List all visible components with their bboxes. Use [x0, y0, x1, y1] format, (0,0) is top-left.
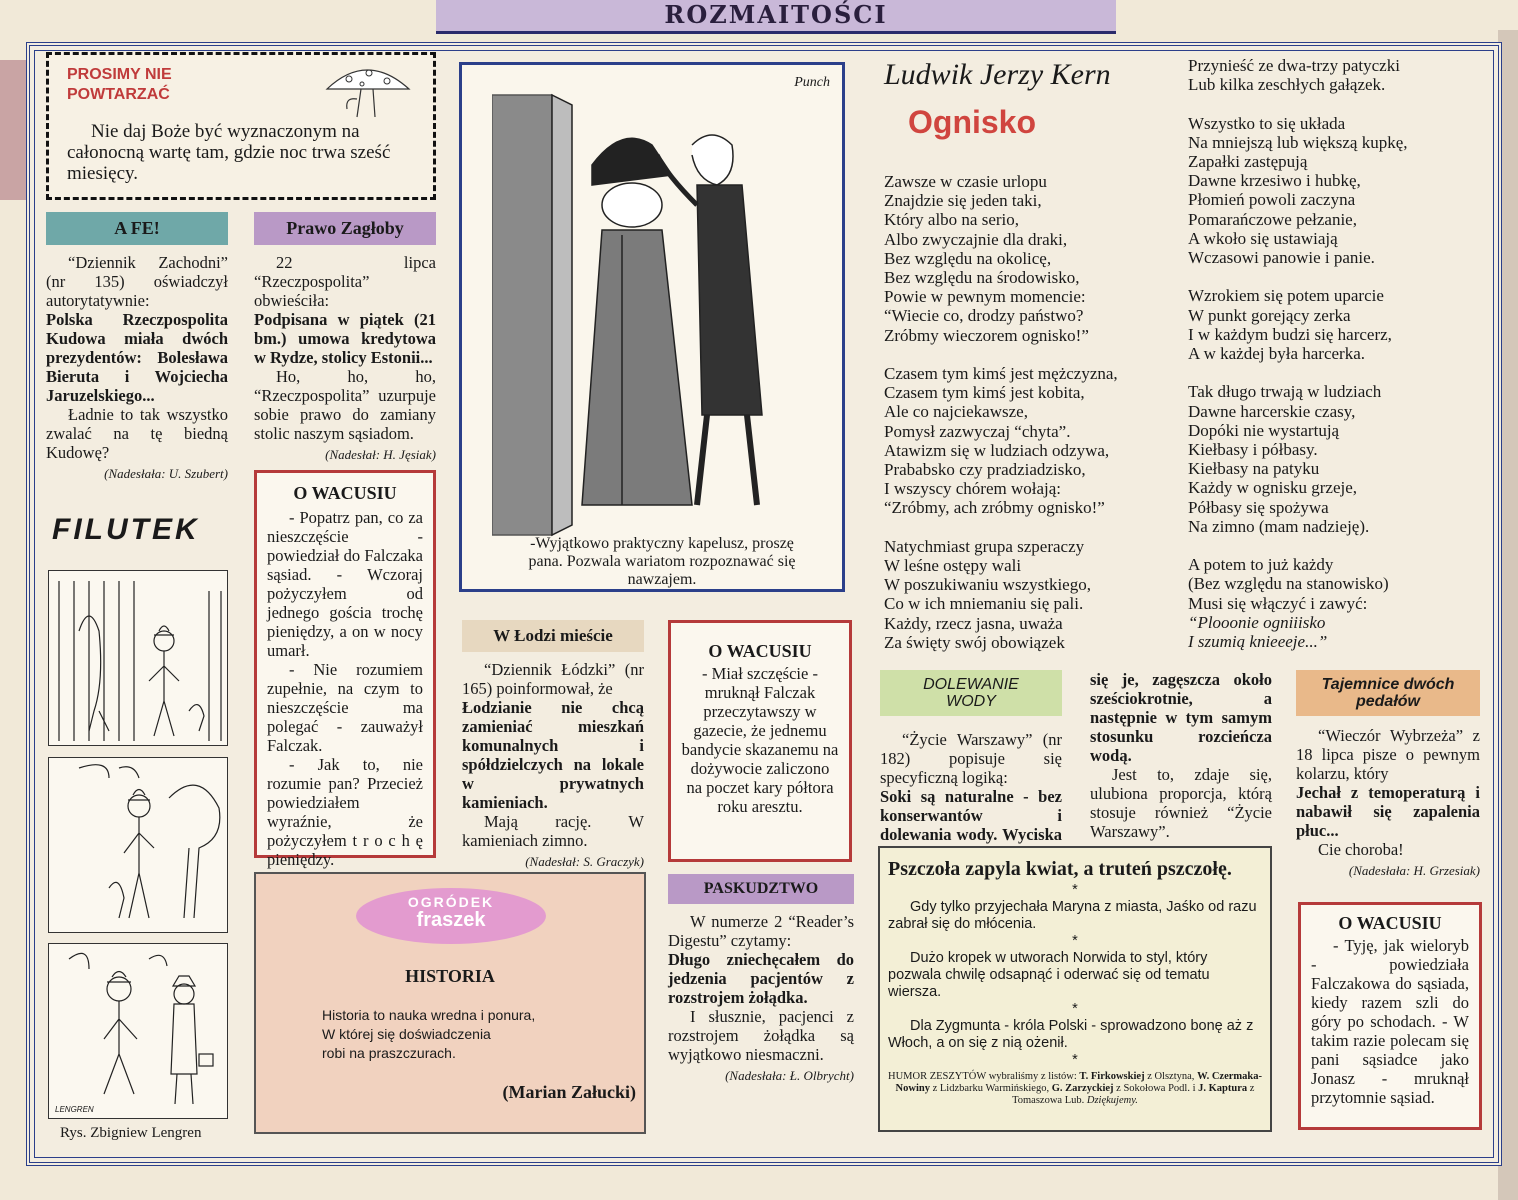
prosimy-box: [46, 52, 436, 200]
dolewanie-article: [880, 670, 1272, 844]
cartoon-panel-3: [48, 943, 228, 1119]
tajemnice-body: “Wieczór Wybrzeża” z 18 lipca pisze o pewnym kolarzu, który Jechał z temoperaturą i nabawił się zapalenia płuc... Cie choroba! (Nadesłała: H. Grzesiak): [1296, 726, 1480, 878]
wacus1-body: - Popatrz pan, co za nieszczęście - powiedział do Falczaka sąsiad. - Wczoraj pożyczyłem od jednego gościa trochę pieniędzy, a on w nocy umarł. - Nie rozumiem zupełnie, na czym to nieszczęście ma polegać - zauważył Falczak. - Jak to, nie rozumie pan? Przecież powiedziałem wyraźnie, że pożyczyłem t r o c h ę pieniędzy.: [267, 508, 423, 869]
dolewanie-header: DOLEWANIE WODY: [880, 670, 1062, 716]
poem-title: Ognisko: [908, 104, 1037, 140]
lodz-header: W Łodzi mieście: [462, 620, 644, 652]
wacus3-header: O WACUSIU: [1338, 913, 1442, 933]
poem-col2: Przynieść ze dwa-trzy patyczki Lub kilka zeschłych gałązek. Wszystko to się układa Na mniejszą lub większą kupkę, Zapałki zastępują Dawne krzesiwo i hubkę, Płomień powoli zaczyna Pomarańczowe pełzanie, A wkoło się ustawiają Wczasowi panowie i panie. Wzrokiem się potem uparcie W punkt gorejący zerka I w każdym budzi się harcerz, A w każdej była harcerka. Tak długo trwają w ludziach Dawne harcerskie czasy, Dopóki nie wystartują Kiełbasy i półbasy. Kiełbasy na patyku Każdy w ognisku grzeje, Półbasy się spożywa Na zimno (mam nadzieję). A potem to już każdy (Bez względu na stanowisko) Musi się włączyć i zawyć: “Plooonie ogniiisko I szumią knieeeje...”: [1188, 56, 1408, 652]
ogrodek-poem: Historia to nauka wredna i ponura, W której się doświadczenia robi na praszczurach.: [322, 1007, 536, 1061]
tajemnice-header: Tajemnice dwóch pedałów: [1296, 670, 1480, 716]
filutek-section: [46, 505, 232, 1145]
ogrodek-box: [254, 872, 646, 1134]
wacus1-header: O WACUSIU: [293, 483, 397, 503]
prawo-header: Prawo Zagłoby: [254, 212, 436, 245]
filutek-logo: FILUTEK: [52, 513, 200, 546]
mushroom-icon: [317, 59, 417, 121]
wacus1-box: [254, 470, 436, 869]
pszczola-footer: HUMOR ZESZYTÓW wybraliśmy z listów: T. Firkowskiej z Olsztyna, W. Czermaka-Nowiny z Lidzbarku Warmińskiego, G. Zarzyckiej z Sokołowa Podl. i J. Kaptura z Tomaszowa Lub. Dziękujemy.: [888, 1071, 1262, 1106]
cartoon-panel-2: [48, 757, 228, 933]
filutek-credit: Rys. Zbigniew Lengren: [60, 1125, 202, 1141]
cartoon-panel-1: [48, 570, 228, 746]
pszczola-box: [878, 846, 1272, 1132]
wacus2-box: [668, 620, 852, 862]
poem-author: Ludwik Jerzy Kern: [884, 58, 1111, 91]
prawo-body: 22 lipca “Rzeczpospolita” obwieściła: Podpisana w piątek (21 bm.) umowa kredytowa w Rydze, stolicy Estonii... Ho, ho, ho, “Rzeczpospolita” uzurpuje sobie prawo do zamiany stolic naszym sąsiadom. (Nadesłał: H. Jęsiak): [254, 253, 436, 462]
wacus2-header: O WACUSIU: [708, 641, 812, 661]
afe-header: A FE!: [46, 212, 228, 245]
ogrodek-author: (Marian Załucki): [502, 1082, 636, 1102]
poem-col1: Zawsze w czasie urlopu Znajdzie się jeden taki, Który albo na serio, Albo zwyczajnie dla draki, Bez względu na okolicę, Bez względu na środowisko, Powie w pewnym momencie: “Wiecie co, drodzy państwo? Zróbmy wieczorem ognisko!” Czasem tym kimś jest mężczyzna, Czasem tym kimś jest kobita, Ale co najciekawsze, Pomysł zazwyczaj “chyta”. Atawizm się w ludziach odzywa, Prababsko czy pradziadzisko, I wszyscy chórem wołają: “Zróbmy, ach zróbmy ognisko!” Natychmiast grupa szperaczy W leśne ostępy wali W poszukiwaniu wszystkiego, Co w ich mniemaniu się pali. Każdy, rzecz jasna, uważa Za święty swój obowiązek: [884, 172, 1118, 652]
wacus2-body: - Miał szczęście - mruknął Falczak przeczytawszy w gazecie, że jednemu bandycie skazanemu na dożywocie zaliczono na poczet kary półtora roku aresztu.: [681, 664, 839, 816]
punch-caption: -Wyjątkowo praktyczny kapelusz, proszę pana. Pozwala wariatom rozpoznawać się nawzajem.: [528, 535, 796, 588]
paskudztwo-header: PASKUDZTWO: [668, 874, 854, 904]
ogrodek-title: HISTORIA: [405, 966, 495, 986]
afe-article: [46, 212, 228, 483]
dolewanie-body: “Życie Warszawy” (nr 182) popisuje się specyficzną logiką: Soki są naturalne - bez konserwantów i dolewania wody. Wyciska się je, zagęszcza około sześciokrotnie, a następnie w tym samym stosunku rozcieńcza wodą. Jest to, zdaje się, ulubiona proporcja, którą stosuje również “Życie Warszawy”.: [880, 670, 1272, 844]
ogrodek-logo: OGRÓDEK fraszek: [356, 888, 546, 944]
pszczola-jokes: * Gdy tylko przyjechała Maryna z miasta, Jaśko od razu zabrał się do młócenia. * Dużo kropek w utworach Norwida to styl, który pozwala chwilę odsapnąć i oderwać się od tematu wiersza. * Dla Zygmunta - króla Polski - sprowadzono bonę aż z Włoch, a on się z nią ożenił. *: [888, 882, 1257, 1068]
punch-cartoon-box: [459, 62, 845, 592]
pszczola-title: Pszczoła zapyla kwiat, a truteń pszczołę.: [888, 858, 1232, 880]
hat-cartoon-icon: [492, 85, 812, 545]
wacus3-body: - Tyję, jak wieloryb - powiedziała Falczakowa do sąsiada, kiedy razem szli do góry po schodach. - W takim razie polecam się pani sąsiadce jako Jonasz - mruknął przytomnie sąsiad.: [1311, 936, 1469, 1107]
cartoon-kangaroo-icon: [49, 571, 227, 745]
lodz-body: “Dziennik Łódzki” (nr 165) poinformował, że Łodzianie nie chcą zamieniać mieszkań komunalnych i spółdzielczych na lokale w prywatnych kamieniach. Mają rację. W kamieniach zimno. (Nadesłał: S. Graczyk): [462, 660, 644, 869]
paskudztwo-body: W numerze 2 “Reader’s Digestu” czytamy: Długo zniechęcałem do jedzenia pacjentów z rozstrojem żołądka. I słusznie, pacjenci z rozstrojem żołądka są wyjątkowo niesmaczni. (Nadesłała: Ł. Olbrycht): [668, 912, 854, 1083]
wacus3-box: [1298, 902, 1482, 1130]
cartoon-men-icon: [49, 944, 227, 1118]
lodz-article: [462, 620, 644, 871]
prosimy-title: PROSIMY NIE POWTARZAĆ: [67, 66, 172, 103]
filutek-signature: LENGREN: [55, 1105, 94, 1114]
paskudztwo-article: [668, 874, 854, 1085]
prosimy-body: Nie daj Boże być wyznaczonym na całonocną wartę tam, gdzie noc trwa sześć miesięcy.: [67, 121, 391, 184]
masthead: ROZMAITOŚCI: [436, 0, 1116, 34]
tajemnice-article: [1296, 670, 1480, 880]
cartoon-tree-icon: [49, 758, 227, 932]
afe-body: “Dziennik Zachodni” (nr 135) oświadczył autorytatywnie: Polska Rzeczpospolita Kudowa miała dwóch prezydentów: Bolesława Bieruta i Wojciecha Jaruzelskiego... Ładnie to tak wszystko zwalać na tę biedną Kudowę? (Nadesłała: U. Szubert): [46, 253, 228, 481]
punch-source-label: Punch: [794, 75, 830, 90]
prawo-article: [254, 212, 436, 464]
